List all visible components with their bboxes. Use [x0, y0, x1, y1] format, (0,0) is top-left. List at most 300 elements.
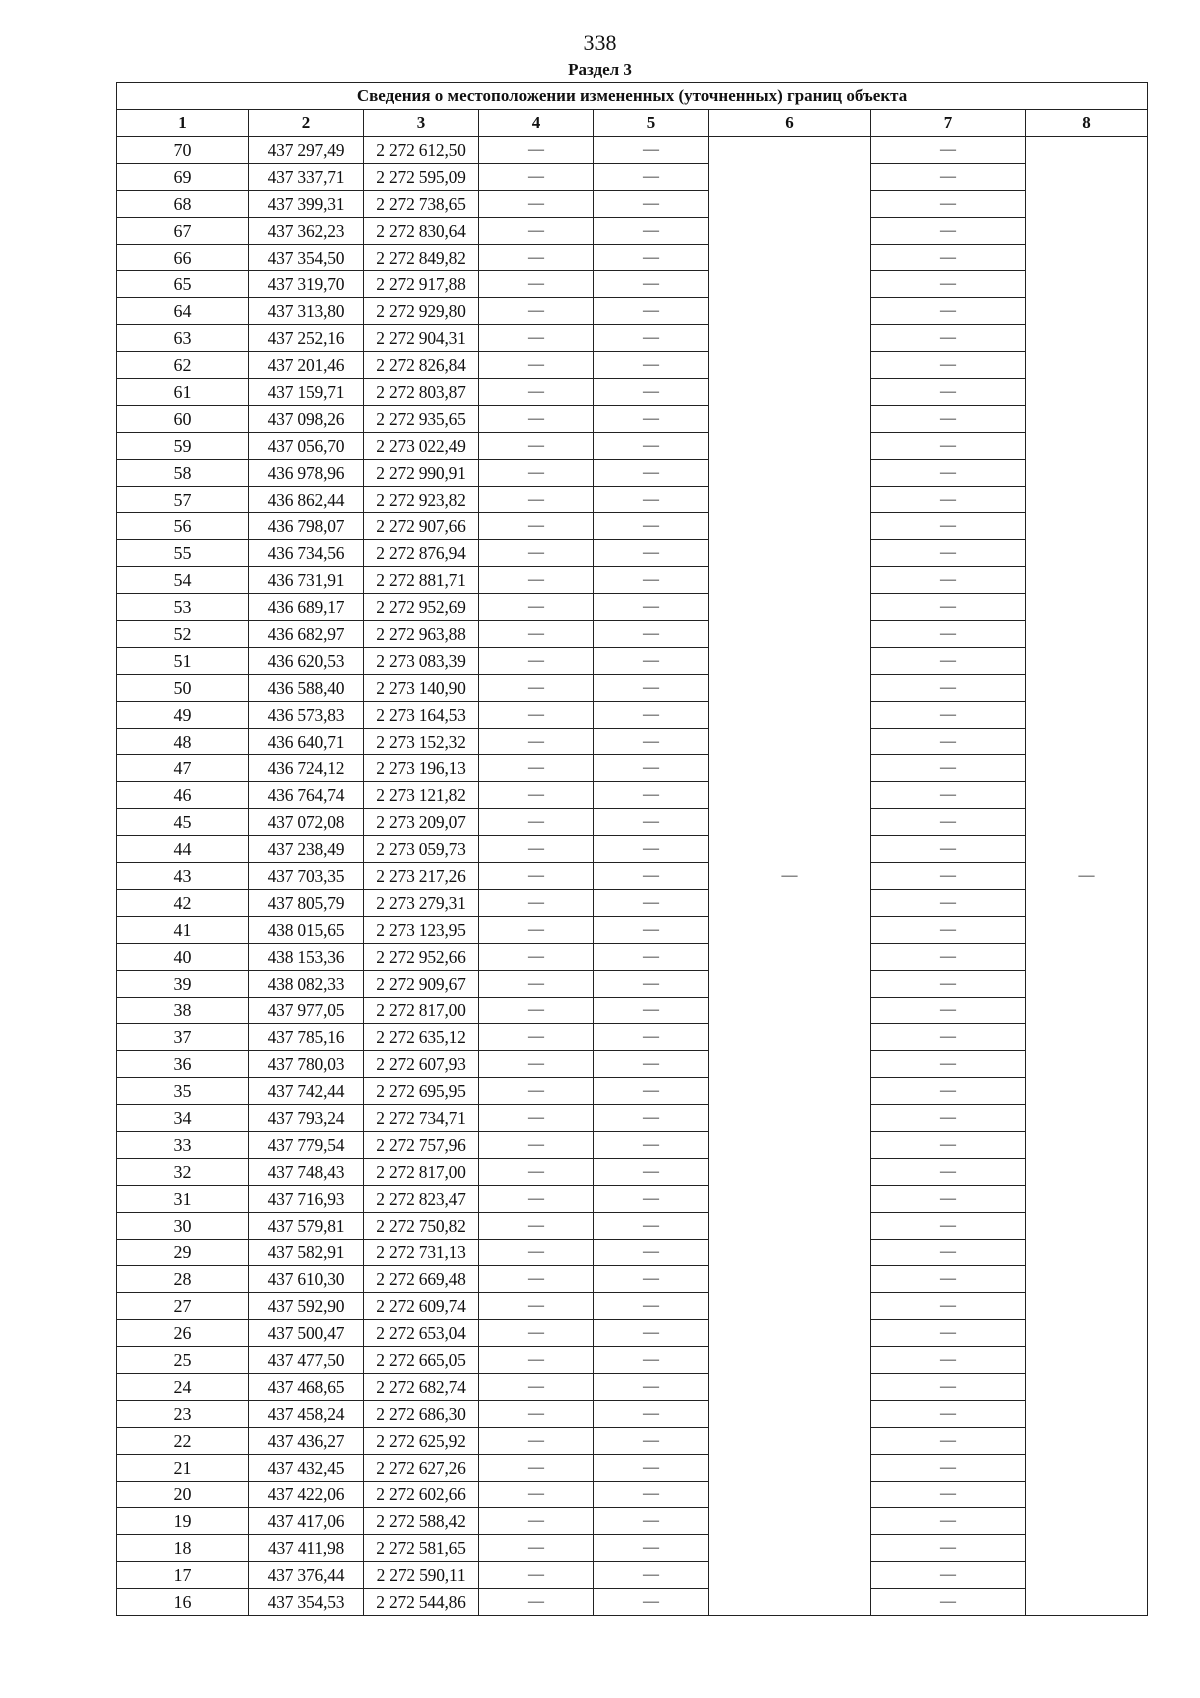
table-row — [117, 863, 1148, 890]
col5-dash: — — [594, 1589, 709, 1616]
coordinate-x: 437 742,44 — [249, 1078, 364, 1105]
table-row — [117, 621, 1148, 648]
col7-dash: — — [871, 1158, 1026, 1185]
coordinate-x: 437 779,54 — [249, 1131, 364, 1158]
col4-dash: — — [479, 1400, 594, 1427]
col5-dash: — — [594, 782, 709, 809]
point-number: 30 — [117, 1212, 249, 1239]
col4-dash: — — [479, 943, 594, 970]
table-row — [117, 728, 1148, 755]
col4-dash: — — [479, 325, 594, 352]
col4-dash: — — [479, 1508, 594, 1535]
coordinates-table — [116, 82, 1148, 1616]
table-row — [117, 997, 1148, 1024]
point-number: 69 — [117, 163, 249, 190]
point-number: 31 — [117, 1185, 249, 1212]
point-number: 28 — [117, 1266, 249, 1293]
table-row — [117, 137, 1148, 164]
point-number: 47 — [117, 755, 249, 782]
point-number: 41 — [117, 916, 249, 943]
col7-dash: — — [871, 1239, 1026, 1266]
table-row — [117, 567, 1148, 594]
table-row — [117, 836, 1148, 863]
table-caption-row — [117, 83, 1148, 110]
col5-dash: — — [594, 1266, 709, 1293]
point-number: 46 — [117, 782, 249, 809]
coordinate-y: 2 273 059,73 — [364, 836, 479, 863]
coordinate-x: 437 313,80 — [249, 298, 364, 325]
col5-dash: — — [594, 1158, 709, 1185]
table-row — [117, 486, 1148, 513]
col7-dash: — — [871, 1589, 1026, 1616]
col5-dash: — — [594, 432, 709, 459]
col7-dash: — — [871, 674, 1026, 701]
col4-dash: — — [479, 432, 594, 459]
table-row — [117, 1078, 1148, 1105]
col6-merged-cell: — — [709, 137, 871, 1616]
coordinate-y: 2 272 686,30 — [364, 1400, 479, 1427]
coordinate-y: 2 272 731,13 — [364, 1239, 479, 1266]
coordinate-y: 2 273 196,13 — [364, 755, 479, 782]
col4-dash: — — [479, 540, 594, 567]
coordinate-y: 2 273 083,39 — [364, 647, 479, 674]
coordinate-x: 437 432,45 — [249, 1454, 364, 1481]
col4-dash: — — [479, 1051, 594, 1078]
col5-dash: — — [594, 1051, 709, 1078]
col7-dash: — — [871, 540, 1026, 567]
column-number-row — [117, 110, 1148, 137]
table-row — [117, 970, 1148, 997]
coordinate-x: 437 468,65 — [249, 1373, 364, 1400]
col7-dash: — — [871, 809, 1026, 836]
col4-dash: — — [479, 190, 594, 217]
point-number: 58 — [117, 459, 249, 486]
coordinate-y: 2 273 217,26 — [364, 863, 479, 890]
col4-dash: — — [479, 809, 594, 836]
coordinate-y: 2 272 682,74 — [364, 1373, 479, 1400]
col5-dash: — — [594, 916, 709, 943]
col5-dash: — — [594, 271, 709, 298]
table-row — [117, 916, 1148, 943]
point-number: 67 — [117, 217, 249, 244]
table-row — [117, 647, 1148, 674]
point-number: 48 — [117, 728, 249, 755]
table-row — [117, 1239, 1148, 1266]
point-number: 36 — [117, 1051, 249, 1078]
col5-dash: — — [594, 1131, 709, 1158]
col5-dash: — — [594, 163, 709, 190]
point-number: 43 — [117, 863, 249, 890]
coordinate-x: 437 297,49 — [249, 137, 364, 164]
table-row — [117, 325, 1148, 352]
col4-dash: — — [479, 647, 594, 674]
point-number: 35 — [117, 1078, 249, 1105]
coordinate-x: 438 153,36 — [249, 943, 364, 970]
coordinate-x: 436 978,96 — [249, 459, 364, 486]
col5-dash: — — [594, 728, 709, 755]
col4-dash: — — [479, 1105, 594, 1132]
col7-dash: — — [871, 594, 1026, 621]
coordinate-x: 436 798,07 — [249, 513, 364, 540]
point-number: 34 — [117, 1105, 249, 1132]
point-number: 26 — [117, 1320, 249, 1347]
col5-dash: — — [594, 809, 709, 836]
col7-dash: — — [871, 916, 1026, 943]
column-number: 8 — [1026, 110, 1148, 137]
coordinate-x: 436 731,91 — [249, 567, 364, 594]
col5-dash: — — [594, 863, 709, 890]
table-row — [117, 379, 1148, 406]
table-row — [117, 163, 1148, 190]
col7-dash: — — [871, 889, 1026, 916]
coordinate-y: 2 272 935,65 — [364, 405, 479, 432]
table-row — [117, 1373, 1148, 1400]
col7-dash: — — [871, 621, 1026, 648]
coordinate-x: 437 477,50 — [249, 1347, 364, 1374]
table-row — [117, 244, 1148, 271]
col5-dash: — — [594, 701, 709, 728]
col4-dash: — — [479, 1078, 594, 1105]
col4-dash: — — [479, 997, 594, 1024]
col5-dash: — — [594, 379, 709, 406]
point-number: 22 — [117, 1427, 249, 1454]
col7-dash: — — [871, 567, 1026, 594]
coordinate-x: 436 764,74 — [249, 782, 364, 809]
col5-dash: — — [594, 1481, 709, 1508]
coordinate-y: 2 272 823,47 — [364, 1185, 479, 1212]
coordinate-y: 2 272 612,50 — [364, 137, 479, 164]
col4-dash: — — [479, 755, 594, 782]
col5-dash: — — [594, 674, 709, 701]
col5-dash: — — [594, 459, 709, 486]
col7-dash: — — [871, 432, 1026, 459]
col5-dash: — — [594, 621, 709, 648]
col5-dash: — — [594, 352, 709, 379]
point-number: 44 — [117, 836, 249, 863]
col7-dash: — — [871, 1185, 1026, 1212]
page-number: 338 — [583, 30, 617, 55]
coordinate-x: 437 716,93 — [249, 1185, 364, 1212]
column-number: 4 — [479, 110, 594, 137]
table-row — [117, 1589, 1148, 1616]
coordinate-y: 2 273 152,32 — [364, 728, 479, 755]
col4-dash: — — [479, 1131, 594, 1158]
coordinate-y: 2 273 022,49 — [364, 432, 479, 459]
col7-dash: — — [871, 298, 1026, 325]
col7-dash: — — [871, 970, 1026, 997]
col4-dash: — — [479, 137, 594, 164]
coordinate-x: 437 252,16 — [249, 325, 364, 352]
coordinate-y: 2 272 602,66 — [364, 1481, 479, 1508]
col5-dash: — — [594, 1427, 709, 1454]
col4-dash: — — [479, 1481, 594, 1508]
coordinate-x: 436 689,17 — [249, 594, 364, 621]
table-body — [117, 137, 1148, 1616]
col4-dash: — — [479, 836, 594, 863]
coordinate-x: 438 082,33 — [249, 970, 364, 997]
coordinate-y: 2 272 544,86 — [364, 1589, 479, 1616]
col4-dash: — — [479, 1266, 594, 1293]
coordinate-x: 437 610,30 — [249, 1266, 364, 1293]
table-row — [117, 782, 1148, 809]
coordinate-y: 2 272 990,91 — [364, 459, 479, 486]
col5-dash: — — [594, 1105, 709, 1132]
point-number: 49 — [117, 701, 249, 728]
col4-dash: — — [479, 1212, 594, 1239]
col4-dash: — — [479, 352, 594, 379]
col5-dash: — — [594, 836, 709, 863]
point-number: 20 — [117, 1481, 249, 1508]
coordinate-y: 2 272 952,69 — [364, 594, 479, 621]
table-row — [117, 1535, 1148, 1562]
column-number: 6 — [709, 110, 871, 137]
coordinate-x: 437 417,06 — [249, 1508, 364, 1535]
col7-dash: — — [871, 836, 1026, 863]
col7-dash: — — [871, 997, 1026, 1024]
point-number: 59 — [117, 432, 249, 459]
coordinate-x: 437 098,26 — [249, 405, 364, 432]
point-number: 53 — [117, 594, 249, 621]
coordinate-x: 437 354,53 — [249, 1589, 364, 1616]
col5-dash: — — [594, 325, 709, 352]
table-row — [117, 809, 1148, 836]
coordinate-y: 2 272 907,66 — [364, 513, 479, 540]
col7-dash: — — [871, 1373, 1026, 1400]
point-number: 54 — [117, 567, 249, 594]
coordinate-y: 2 272 929,80 — [364, 298, 479, 325]
col5-dash: — — [594, 1212, 709, 1239]
point-number: 42 — [117, 889, 249, 916]
coordinate-y: 2 272 653,04 — [364, 1320, 479, 1347]
table-row — [117, 594, 1148, 621]
col7-dash: — — [871, 943, 1026, 970]
col4-dash: — — [479, 782, 594, 809]
table-row — [117, 1131, 1148, 1158]
col4-dash: — — [479, 271, 594, 298]
point-number: 68 — [117, 190, 249, 217]
col4-dash: — — [479, 1454, 594, 1481]
col7-dash: — — [871, 379, 1026, 406]
col7-dash: — — [871, 271, 1026, 298]
col7-dash: — — [871, 244, 1026, 271]
col4-dash: — — [479, 379, 594, 406]
col5-dash: — — [594, 889, 709, 916]
coordinate-y: 2 273 140,90 — [364, 674, 479, 701]
coordinate-x: 437 582,91 — [249, 1239, 364, 1266]
point-number: 19 — [117, 1508, 249, 1535]
col4-dash: — — [479, 163, 594, 190]
col5-dash: — — [594, 1508, 709, 1535]
col7-dash: — — [871, 1347, 1026, 1374]
col5-dash: — — [594, 1078, 709, 1105]
table-row — [117, 1158, 1148, 1185]
col4-dash: — — [479, 1239, 594, 1266]
col4-dash: — — [479, 863, 594, 890]
coordinate-y: 2 273 164,53 — [364, 701, 479, 728]
table-row — [117, 755, 1148, 782]
col5-dash: — — [594, 594, 709, 621]
coordinate-y: 2 272 849,82 — [364, 244, 479, 271]
point-number: 37 — [117, 1024, 249, 1051]
coordinate-y: 2 272 963,88 — [364, 621, 479, 648]
table-row — [117, 1454, 1148, 1481]
table-row — [117, 889, 1148, 916]
table-caption: Сведения о местоположении измененных (уточненных) границ объекта — [117, 83, 1148, 110]
col7-dash: — — [871, 459, 1026, 486]
col5-dash: — — [594, 137, 709, 164]
point-number: 38 — [117, 997, 249, 1024]
column-number: 7 — [871, 110, 1026, 137]
coordinate-x: 437 592,90 — [249, 1293, 364, 1320]
col5-dash: — — [594, 755, 709, 782]
point-number: 50 — [117, 674, 249, 701]
col4-dash: — — [479, 1562, 594, 1589]
col5-dash: — — [594, 540, 709, 567]
table-row — [117, 540, 1148, 567]
point-number: 24 — [117, 1373, 249, 1400]
coordinate-x: 436 588,40 — [249, 674, 364, 701]
coordinate-x: 437 399,31 — [249, 190, 364, 217]
col5-dash: — — [594, 647, 709, 674]
section-label: Раздел 3 — [568, 60, 632, 79]
col4-dash: — — [479, 1185, 594, 1212]
coordinate-x: 437 201,46 — [249, 352, 364, 379]
point-number: 56 — [117, 513, 249, 540]
col5-dash: — — [594, 1535, 709, 1562]
col4-dash: — — [479, 594, 594, 621]
table-row — [117, 1347, 1148, 1374]
coordinate-y: 2 272 881,71 — [364, 567, 479, 594]
col7-dash: — — [871, 1454, 1026, 1481]
coordinate-y: 2 272 817,00 — [364, 997, 479, 1024]
coordinate-x: 437 436,27 — [249, 1427, 364, 1454]
col7-dash: — — [871, 1320, 1026, 1347]
point-number: 66 — [117, 244, 249, 271]
table-row — [117, 352, 1148, 379]
coordinate-y: 2 272 803,87 — [364, 379, 479, 406]
col7-dash: — — [871, 728, 1026, 755]
point-number: 21 — [117, 1454, 249, 1481]
point-number: 16 — [117, 1589, 249, 1616]
point-number: 61 — [117, 379, 249, 406]
table-row — [117, 1051, 1148, 1078]
point-number: 18 — [117, 1535, 249, 1562]
col5-dash: — — [594, 1293, 709, 1320]
col5-dash: — — [594, 1185, 709, 1212]
coordinate-y: 2 272 590,11 — [364, 1562, 479, 1589]
col7-dash: — — [871, 1131, 1026, 1158]
col4-dash: — — [479, 1158, 594, 1185]
col4-dash: — — [479, 1373, 594, 1400]
col5-dash: — — [594, 244, 709, 271]
point-number: 70 — [117, 137, 249, 164]
coordinate-y: 2 273 123,95 — [364, 916, 479, 943]
column-number: 1 — [117, 110, 249, 137]
coordinate-x: 436 862,44 — [249, 486, 364, 513]
coordinate-x: 436 620,53 — [249, 647, 364, 674]
col5-dash: — — [594, 1320, 709, 1347]
coordinate-y: 2 272 581,65 — [364, 1535, 479, 1562]
col4-dash: — — [479, 701, 594, 728]
col5-dash: — — [594, 513, 709, 540]
coordinate-x: 437 703,35 — [249, 863, 364, 890]
point-number: 65 — [117, 271, 249, 298]
col4-dash: — — [479, 728, 594, 755]
coordinate-y: 2 273 121,82 — [364, 782, 479, 809]
coordinate-y: 2 272 669,48 — [364, 1266, 479, 1293]
col7-dash: — — [871, 1105, 1026, 1132]
col4-dash: — — [479, 1589, 594, 1616]
coordinate-x: 437 793,24 — [249, 1105, 364, 1132]
table-row — [117, 217, 1148, 244]
col7-dash: — — [871, 1481, 1026, 1508]
point-number: 45 — [117, 809, 249, 836]
point-number: 23 — [117, 1400, 249, 1427]
point-number: 40 — [117, 943, 249, 970]
col7-dash: — — [871, 163, 1026, 190]
col5-dash: — — [594, 1454, 709, 1481]
coordinate-y: 2 272 627,26 — [364, 1454, 479, 1481]
col7-dash: — — [871, 782, 1026, 809]
col4-dash: — — [479, 217, 594, 244]
table-row — [117, 1185, 1148, 1212]
col7-dash: — — [871, 863, 1026, 890]
column-number: 3 — [364, 110, 479, 137]
coordinate-x: 437 072,08 — [249, 809, 364, 836]
col4-dash: — — [479, 1320, 594, 1347]
col5-dash: — — [594, 943, 709, 970]
col4-dash: — — [479, 513, 594, 540]
col7-dash: — — [871, 1535, 1026, 1562]
coordinate-y: 2 273 279,31 — [364, 889, 479, 916]
coordinate-y: 2 272 635,12 — [364, 1024, 479, 1051]
coordinate-x: 436 640,71 — [249, 728, 364, 755]
col4-dash: — — [479, 405, 594, 432]
coordinate-y: 2 272 904,31 — [364, 325, 479, 352]
col7-dash: — — [871, 647, 1026, 674]
table-row — [117, 701, 1148, 728]
coordinate-y: 2 272 588,42 — [364, 1508, 479, 1535]
col5-dash: — — [594, 405, 709, 432]
col7-dash: — — [871, 190, 1026, 217]
coordinate-y: 2 272 738,65 — [364, 190, 479, 217]
coordinate-x: 436 682,97 — [249, 621, 364, 648]
col5-dash: — — [594, 486, 709, 513]
table-row — [117, 1481, 1148, 1508]
col7-dash: — — [871, 1051, 1026, 1078]
table-row — [117, 1562, 1148, 1589]
table-row — [117, 298, 1148, 325]
col4-dash: — — [479, 916, 594, 943]
col5-dash: — — [594, 190, 709, 217]
col7-dash: — — [871, 325, 1026, 352]
col4-dash: — — [479, 567, 594, 594]
table-row — [117, 1024, 1148, 1051]
coordinate-x: 437 748,43 — [249, 1158, 364, 1185]
table-row — [117, 459, 1148, 486]
col5-dash: — — [594, 298, 709, 325]
point-number: 62 — [117, 352, 249, 379]
coordinate-x: 437 159,71 — [249, 379, 364, 406]
point-number: 60 — [117, 405, 249, 432]
coordinate-x: 437 977,05 — [249, 997, 364, 1024]
point-number: 51 — [117, 647, 249, 674]
col4-dash: — — [479, 674, 594, 701]
coordinate-x: 437 376,44 — [249, 1562, 364, 1589]
table-row — [117, 1266, 1148, 1293]
table-row — [117, 1320, 1148, 1347]
coordinate-x: 437 238,49 — [249, 836, 364, 863]
